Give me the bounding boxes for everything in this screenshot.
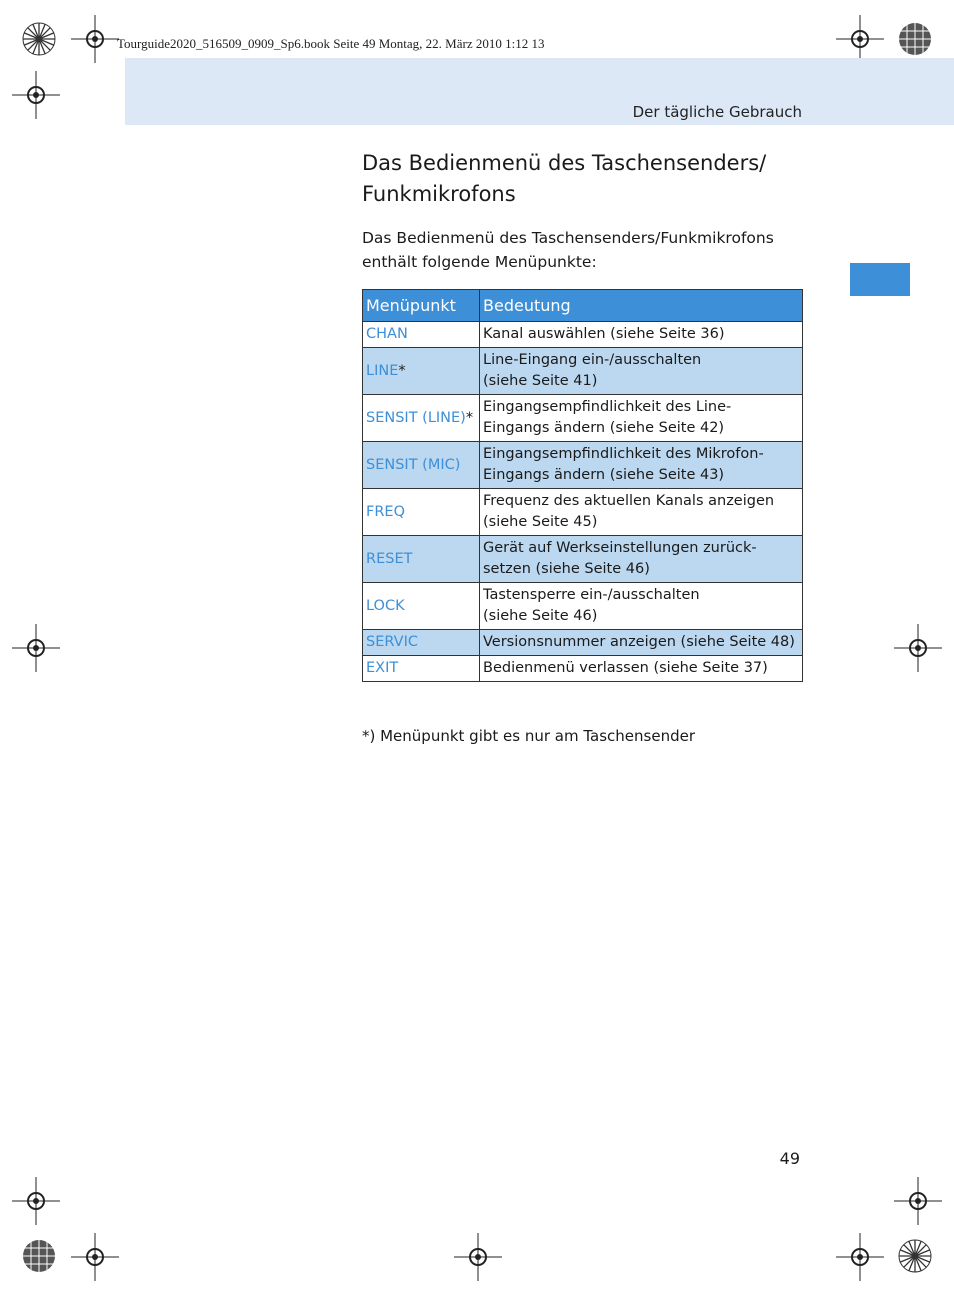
registration-mark-icon: [894, 624, 942, 672]
header-band: [125, 58, 954, 125]
footnote: *) Menüpunkt gibt es nur am Taschensender: [362, 727, 696, 745]
menu-key-cell: [363, 583, 480, 630]
intro-paragraph: Das Bedienmenü des Taschensenders/Funkmikrofons enthält folgende Menüpunkte:: [362, 229, 774, 271]
header-section-title: Der tägliche Gebrauch: [632, 103, 802, 121]
meaning-line: Tastensperre ein-/ausschalten: [483, 587, 700, 603]
meaning-cell: [480, 442, 803, 489]
meaning-line: Eingangs ändern (siehe Seite 43): [483, 467, 725, 483]
registration-mark-icon: [894, 1177, 942, 1225]
meaning-line: Gerät auf Werkseinstellungen zurück-: [483, 540, 757, 556]
table-row: [363, 630, 803, 656]
meaning-line: (siehe Seite 46): [483, 608, 598, 624]
table-row: [363, 395, 803, 442]
meaning-cell: [480, 322, 803, 348]
page-title: Das Bedienmenü des Taschensenders/ Funkmikrofons: [362, 151, 767, 206]
table-row: [363, 489, 803, 536]
table-header-row: [363, 290, 803, 322]
meaning-line: setzen (siehe Seite 46): [483, 561, 650, 577]
star-target-icon: [22, 22, 56, 56]
registration-mark-icon: [12, 624, 60, 672]
chapter-tab: [850, 263, 910, 296]
meaning-cell: [480, 656, 803, 682]
meaning-cell: [480, 536, 803, 583]
menu-key-cell: [363, 442, 480, 489]
registration-mark-icon: [454, 1233, 502, 1281]
menu-key-cell: [363, 536, 480, 583]
book-info-line: Tourguide2020_516509_0909_Sp6.book Seite 49 Montag, 22. März 2010 1:12 13: [117, 36, 545, 51]
menu-key-cell: [363, 630, 480, 656]
registration-mark-icon: [836, 1233, 884, 1281]
menu-key-cell: [363, 489, 480, 536]
menu-key: SENSIT (LINE): [366, 409, 466, 426]
menu-key: RESET: [366, 550, 413, 567]
meaning-line: Eingangsempfindlichkeit des Line-: [483, 399, 732, 415]
registration-mark-icon: [71, 15, 119, 63]
meaning-line: Bedienmenü verlassen (siehe Seite 37): [483, 660, 768, 676]
menu-key: LOCK: [366, 597, 405, 614]
menu-key: FREQ: [366, 503, 405, 520]
menu-key: CHAN: [366, 326, 408, 342]
footnote-star: *: [398, 362, 406, 379]
table-row: [363, 348, 803, 395]
meaning-line: Eingangs ändern (siehe Seite 42): [483, 420, 725, 436]
meaning-line: Frequenz des aktuellen Kanals anzeigen: [483, 493, 775, 509]
menu-key: EXIT: [366, 660, 399, 676]
crosshatch-target-icon: [898, 22, 932, 56]
menu-key: SENSIT (MIC): [366, 456, 461, 473]
star-target-icon: [898, 1239, 932, 1273]
menu-key: LINE: [366, 362, 399, 379]
registration-mark-icon: [12, 71, 60, 119]
meaning-cell: [480, 583, 803, 630]
meaning-line: Kanal auswählen (siehe Seite 36): [483, 326, 725, 342]
footnote-star: *: [465, 409, 474, 426]
menu-key: SERVIC: [366, 634, 418, 650]
crosshatch-target-icon: [22, 1239, 56, 1273]
meaning-cell: [480, 348, 803, 395]
meaning-cell: [480, 489, 803, 536]
header-cell-menuitem: Menüpunkt: [363, 290, 480, 322]
registration-mark-icon: [836, 15, 884, 63]
menu-key-cell: [363, 656, 480, 682]
menu-key-cell: [363, 395, 480, 442]
table-row: [363, 656, 803, 682]
table-row: [363, 322, 803, 348]
meaning-line: (siehe Seite 45): [483, 514, 598, 530]
meaning-line: Line-Eingang ein-/ausschalten: [483, 352, 702, 368]
table-row: [363, 442, 803, 489]
registration-mark-icon: [12, 1177, 60, 1225]
registration-mark-icon: [71, 1233, 119, 1281]
meaning-cell: [480, 630, 803, 656]
meaning-line: Versionsnummer anzeigen (siehe Seite 48): [483, 634, 795, 650]
menu-key-cell: [363, 348, 480, 395]
menu-key-cell: [363, 322, 480, 348]
menu-table: [362, 289, 803, 682]
meaning-line: Eingangsempfindlichkeit des Mikrofon-: [483, 446, 764, 462]
table-row: [363, 536, 803, 583]
meaning-line: (siehe Seite 41): [483, 373, 598, 389]
meaning-cell: [480, 395, 803, 442]
page-number: 49: [779, 1149, 800, 1168]
header-cell-meaning: Bedeutung: [480, 290, 803, 322]
table-row: [363, 583, 803, 630]
